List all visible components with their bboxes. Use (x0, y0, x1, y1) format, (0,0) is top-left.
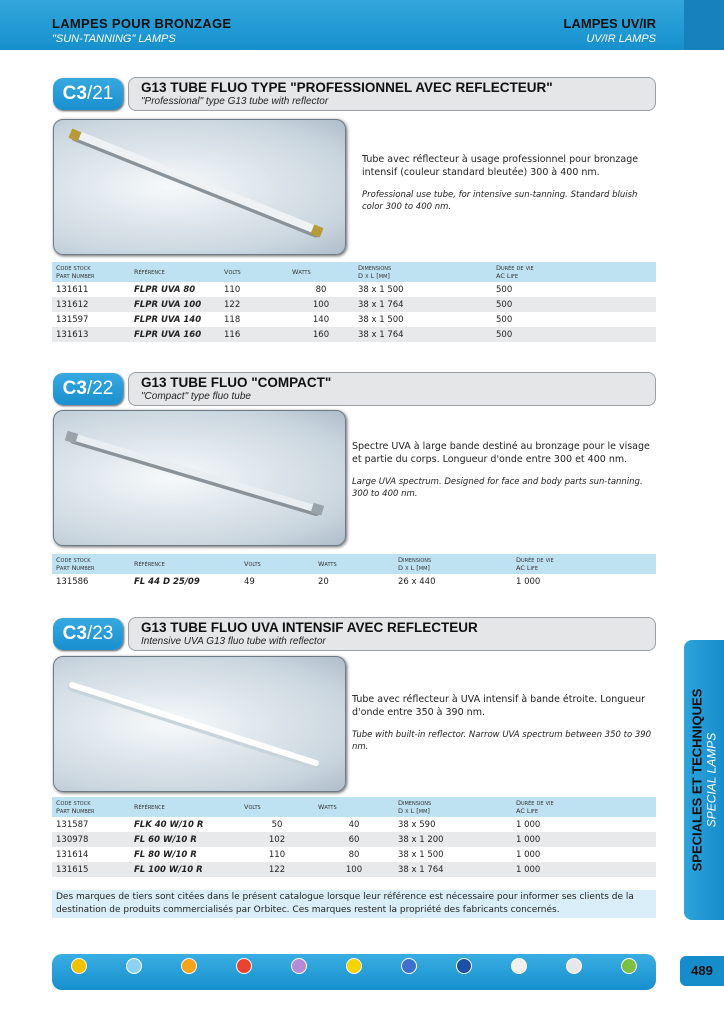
section-description-22 (352, 440, 658, 500)
col-volts: Volts (220, 262, 288, 282)
col-code: Code stock Part Number (52, 262, 130, 282)
description-fr: Spectre UVA à large bande destiné au bronzage pour le visage et partie du corps. Longueur d'onde entre 300 et 400 nm. (352, 441, 650, 465)
col-watts: Watts (314, 554, 394, 574)
product-photo-21 (53, 119, 346, 255)
col-life: Durée de vie AC Life (512, 554, 656, 574)
table-row: 131597 FLPR UVA 140 118 140 38 x 1 500 500 (56, 314, 513, 325)
table-row: 131614 FL 80 W/10 R 110 80 38 x 1 500 1 000 (56, 849, 541, 860)
compact-fluo-tube-image (54, 411, 345, 545)
col-watts: Watts (314, 797, 394, 817)
sun-icon-glyph (71, 958, 87, 974)
page-number: 489 (680, 956, 724, 986)
col-dimensions: Dimensions D x L [mm] (394, 797, 512, 817)
category-side-tab (684, 640, 724, 920)
directional-icon (439, 958, 489, 974)
fluo-icon (384, 958, 434, 974)
spec-table-22 (52, 554, 656, 589)
special-icon-glyph (291, 958, 307, 974)
product-photo-23 (53, 656, 346, 792)
bulb-icon (494, 958, 544, 974)
header-left-title: LAMPES POUR BRONZAGE (52, 16, 232, 31)
section-title-bar-21 (128, 77, 656, 111)
section-title-en: "Professional" type G13 tube with reflector (141, 96, 329, 107)
description-fr: Tube avec réflecteur à UVA intensif à bande étroite. Longueur d'onde entre 350 à 390 nm. (352, 694, 646, 718)
description-fr: Tube avec réflecteur à usage professionnel pour bronzage intensif (couleur standard bleutée) 300 à 400 nm. (362, 154, 639, 178)
section-title-en: "Compact" type fluo tube (141, 391, 251, 402)
section-description-21 (362, 153, 658, 213)
uva-intensive-tube-image (54, 657, 345, 791)
bulb-icon-glyph (511, 958, 527, 974)
eco-icon-glyph (621, 958, 637, 974)
col-dimensions: Dimensions D x L [mm] (354, 262, 492, 282)
led-icon (219, 958, 269, 974)
header-left-subtitle: "SUN-TANNING" LAMPS (52, 33, 176, 45)
page-header (0, 0, 724, 50)
sodium-icon-glyph (346, 958, 362, 974)
col-volts: Volts (240, 554, 314, 574)
header-right-subtitle: UV/IR LAMPS (586, 33, 656, 45)
table-row: 131587 FLK 40 W/10 R 50 40 38 x 590 1 000 (56, 819, 541, 830)
section-title-en: Intensive UVA G13 fluo tube with reflector (141, 636, 326, 647)
col-code: Code stock Part Number (52, 554, 130, 574)
halogen-icon (164, 958, 214, 974)
col-reference: Référence (130, 797, 240, 817)
section-title-fr: G13 TUBE FLUO TYPE "PROFESSIONNEL AVEC REFLECTEUR" (141, 80, 553, 95)
section-badge-22: C3/22 (53, 373, 123, 405)
side-tab-en: SPECIAL LAMPS (704, 732, 719, 828)
col-watts: Watts (288, 262, 354, 282)
col-dimensions: Dimensions D x L [mm] (394, 554, 512, 574)
blue-light-icon-glyph (126, 958, 142, 974)
category-icon-bar (52, 954, 656, 990)
col-code: Code stock Part Number (52, 797, 130, 817)
sodium-icon (329, 958, 379, 974)
col-life: Durée de vie AC Life (512, 797, 656, 817)
fluo-icon-glyph (401, 958, 417, 974)
description-en: Tube with built-in reflector. Narrow UVA spectrum between 350 to 390 nm. (352, 730, 652, 752)
section-badge-21: C3/21 (53, 78, 123, 110)
table-row: 131613 FLPR UVA 160 116 160 38 x 1 764 500 (52, 327, 656, 342)
spec-table-21 (52, 262, 656, 342)
section-title-fr: G13 TUBE FLUO UVA INTENSIF AVEC REFLECTEUR (141, 620, 478, 635)
section-title-bar-22 (128, 372, 656, 406)
side-tab-fr: SPECIALES ET TECHNIQUES (689, 688, 705, 872)
halogen-icon-glyph (181, 958, 197, 974)
description-en: Large UVA spectrum. Designed for face and body parts sun-tanning. 300 to 400 nm. (352, 477, 643, 499)
table-row: 131612 FLPR UVA 100 122 100 38 x 1 764 500 (52, 297, 656, 312)
blue-light-icon (109, 958, 159, 974)
col-life: Durée de vie AC Life (492, 262, 656, 282)
col-reference: Référence (130, 262, 220, 282)
header-edge-strip (684, 0, 724, 50)
section-title-bar-23 (128, 617, 656, 651)
directional-icon-glyph (456, 958, 472, 974)
legal-notice: Des marques de tiers sont citées dans le présent catalogue lorsque leur référence est nécessaire pour informer ses clients de la destination de produits commercialisés par Orbitec. Ces marques restent la propriété des fabricants concernés. (52, 890, 656, 918)
protection-icon (549, 958, 599, 974)
protection-icon-glyph (566, 958, 582, 974)
sun-icon (54, 958, 104, 974)
spec-table-23 (52, 797, 656, 877)
section-badge-23: C3/23 (53, 618, 123, 650)
table-row: 131615 FL 100 W/10 R 122 100 38 x 1 764 1 000 (52, 862, 656, 877)
section-title-fr: G13 TUBE FLUO "COMPACT" (141, 375, 332, 390)
table-row: 130978 FL 60 W/10 R 102 60 38 x 1 200 1 000 (52, 832, 656, 847)
col-reference: Référence (130, 554, 240, 574)
product-photo-22 (53, 410, 346, 546)
fluo-tube-reflector-image (54, 120, 345, 254)
header-right-title: LAMPES UV/IR (563, 16, 656, 31)
eco-icon (604, 958, 654, 974)
special-icon (274, 958, 324, 974)
description-en: Professional use tube, for intensive sun-tanning. Standard bluish color 300 to 400 nm. (362, 190, 638, 212)
table-row: 131586 FL 44 D 25/09 49 20 26 x 440 1 000 (56, 576, 541, 587)
section-description-23 (352, 693, 658, 753)
led-icon-glyph (236, 958, 252, 974)
col-volts: Volts (240, 797, 314, 817)
table-row: 131611 FLPR UVA 80 110 80 38 x 1 500 500 (56, 284, 513, 295)
